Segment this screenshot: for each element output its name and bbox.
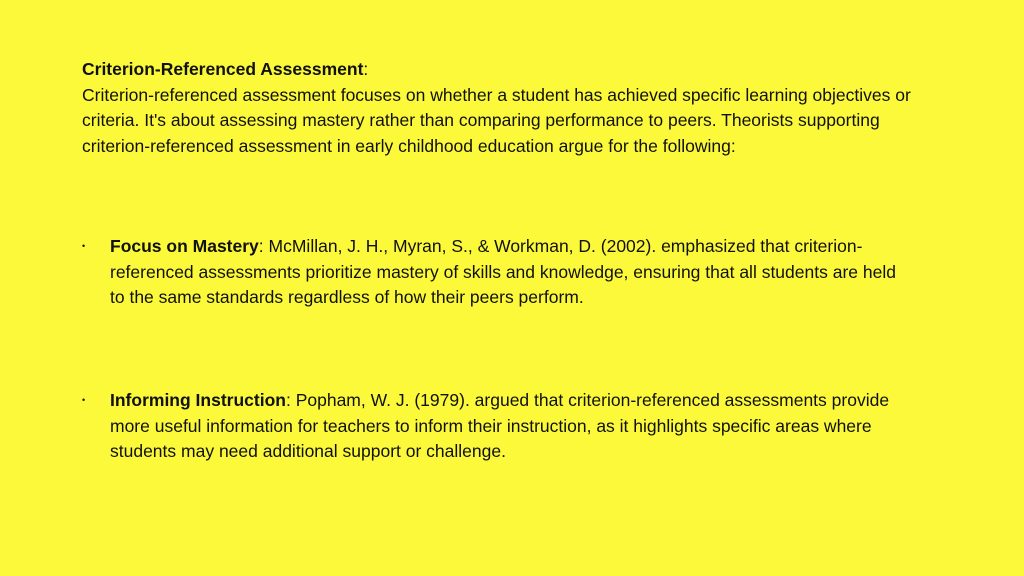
bullet-item-focus-on-mastery <box>82 234 912 311</box>
bullet-text-block <box>110 388 912 465</box>
bullet-marker: • <box>82 241 86 251</box>
bullet-body: Popham, W. J. (1979). argued that criterion-referenced assessments provide more useful information for teachers to inform their instruction, as it highlights specific areas where students may need additional support or challenge. <box>110 390 890 461</box>
bullet-item-informing-instruction <box>82 388 912 465</box>
bullet-text-block <box>110 234 912 311</box>
intro-paragraph <box>82 57 922 159</box>
bullet-separator: : <box>258 236 269 256</box>
section-heading-line <box>82 57 922 83</box>
intro-body-text: Criterion-referenced assessment focuses on whether a student has achieved specific learning objectives or criteria. It's about assessing mastery rather than comparing performance to peers. Theorists supporting criterion-referenced assessment in early childhood education argue for the following: <box>82 84 911 156</box>
section-heading: Criterion-Referenced Assessment <box>82 59 364 79</box>
bullet-body: McMillan, J. H., Myran, S., & Workman, D. (2002). emphasized that criterion-referenced assessments prioritize mastery of skills and knowledge, ensuring that all students are held to the same standards regardless of how their peers perform. <box>110 236 896 307</box>
bullet-separator: : <box>285 390 296 410</box>
bullet-term: Informing Instruction <box>110 390 286 410</box>
bullet-term: Focus on Mastery <box>110 236 259 256</box>
bullet-marker: • <box>82 395 86 405</box>
section-heading-colon: : <box>363 59 369 79</box>
